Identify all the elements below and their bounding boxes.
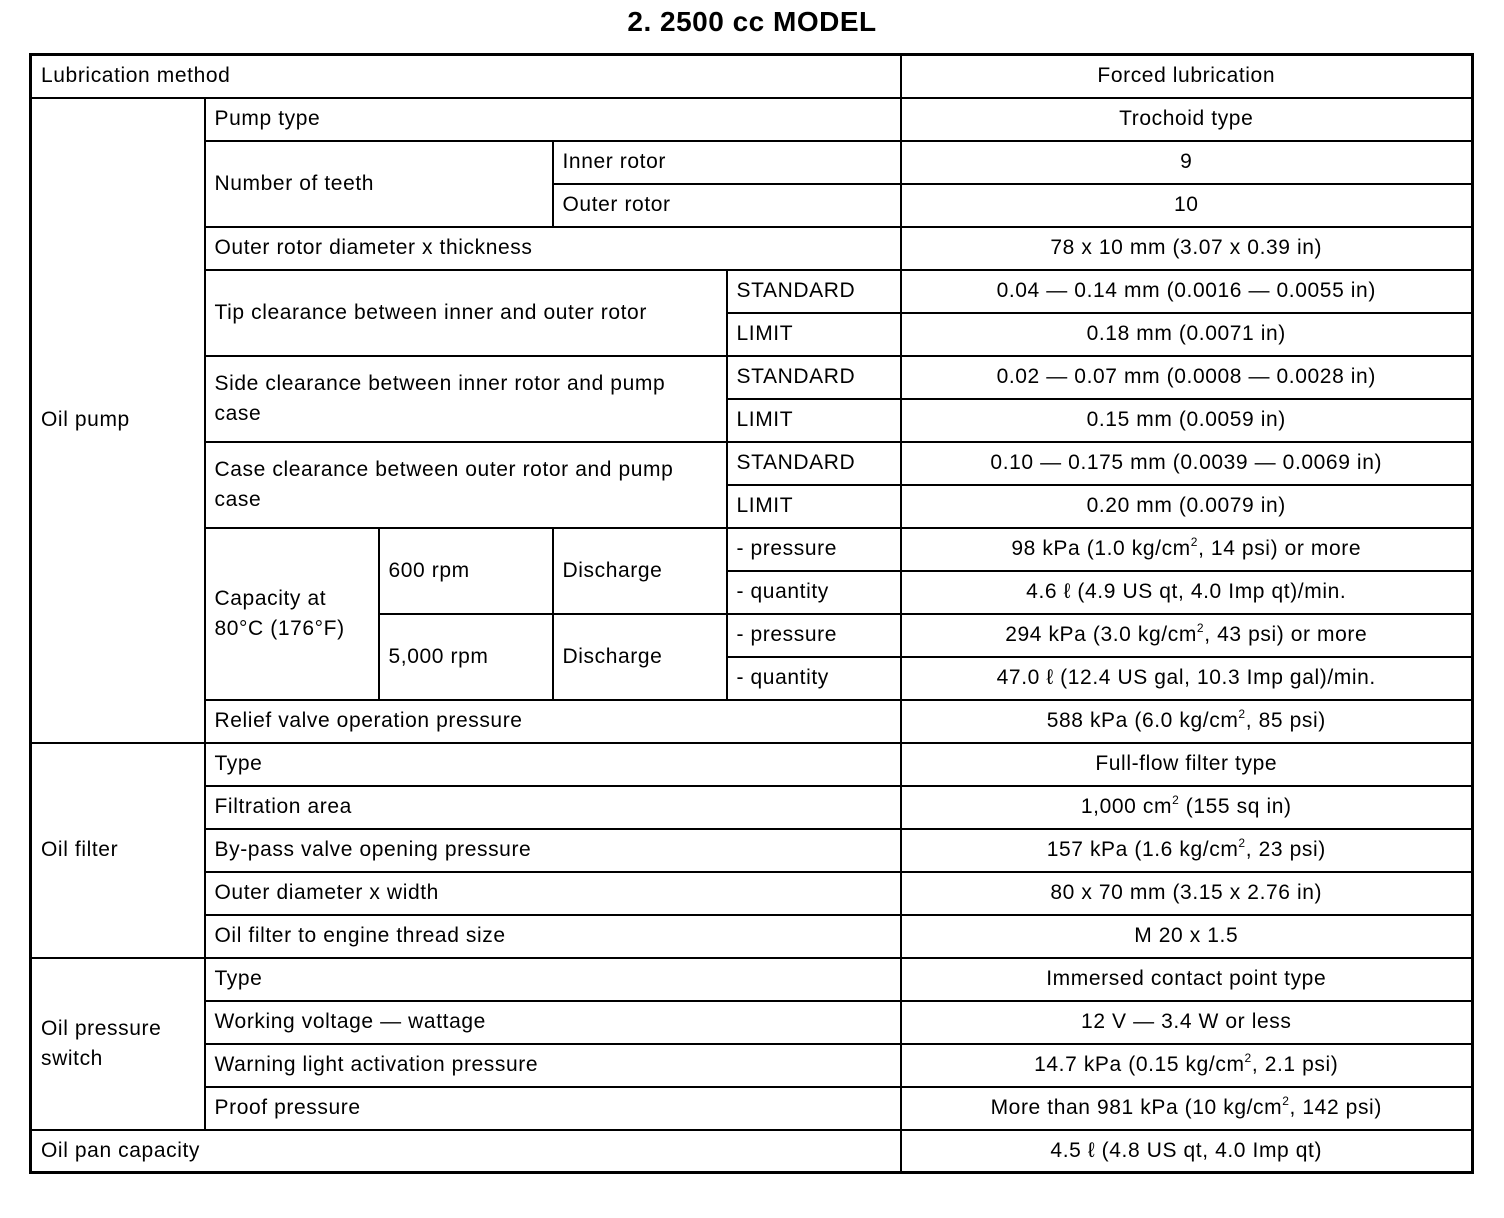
lubrication-method-label: Lubrication method bbox=[31, 55, 901, 98]
outer-rotor-dim-value: 78 x 10 mm (3.07 x 0.39 in) bbox=[901, 227, 1473, 270]
pump-type-value: Trochoid type bbox=[901, 98, 1473, 141]
table-row bbox=[31, 98, 1473, 141]
rpm-600-pressure-value: 98 kPa (1.0 $kg/cm^2$, 14 psi) or more bbox=[901, 528, 1473, 571]
oil-pan-capacity-value: 4.5 ℓ (4.8 US qt, 4.0 Imp qt) bbox=[901, 1130, 1473, 1173]
switch-type-value: Immersed contact point type bbox=[901, 958, 1473, 1001]
rpm-600-discharge-label: Discharge bbox=[553, 528, 727, 614]
proof-pressure-label: Proof pressure bbox=[205, 1087, 901, 1130]
number-of-teeth-label: Number of teeth bbox=[205, 141, 553, 227]
oil-pump-section-label: Oil pump bbox=[31, 98, 205, 743]
rpm-5000-pressure-value: 294 kPa (3.0 $kg/cm^2$, 43 psi) or more bbox=[901, 614, 1473, 657]
thread-size-value: M 20 x 1.5 bbox=[901, 915, 1473, 958]
table-row bbox=[31, 270, 1473, 313]
proof-pressure-value: More than 981 kPa (10 $kg/cm^2$, 142 psi) bbox=[901, 1087, 1473, 1130]
side-clearance-standard-value: 0.02 — 0.07 mm (0.0008 — 0.0028 in) bbox=[901, 356, 1473, 399]
tip-clearance-label: Tip clearance between inner and outer rotor bbox=[205, 270, 727, 356]
side-clearance-limit-value: 0.15 mm (0.0059 in) bbox=[901, 399, 1473, 442]
outer-rotor-label: Outer rotor bbox=[553, 184, 901, 227]
filtration-area-label: Filtration area bbox=[205, 786, 901, 829]
oil-filter-section-label: Oil filter bbox=[31, 743, 205, 958]
rpm-600-quantity-label: - quantity bbox=[727, 571, 901, 614]
filter-outer-diameter-value: 80 x 70 mm (3.15 x 2.76 in) bbox=[901, 872, 1473, 915]
table-row bbox=[31, 442, 1473, 485]
outer-rotor-value: 10 bbox=[901, 184, 1473, 227]
inner-rotor-label: Inner rotor bbox=[553, 141, 901, 184]
table-row bbox=[31, 915, 1473, 958]
pump-type-label: Pump type bbox=[205, 98, 901, 141]
lubrication-method-value: Forced lubrication bbox=[901, 55, 1473, 98]
case-clearance-standard-label: STANDARD bbox=[727, 442, 901, 485]
lubrication-spec-table bbox=[29, 53, 1474, 1174]
rpm-5000-discharge-label: Discharge bbox=[553, 614, 727, 700]
rpm-600-pressure-label: - pressure bbox=[727, 528, 901, 571]
table-row bbox=[31, 1001, 1473, 1044]
filtration-area-value: 1,000 $cm^2$ (155 sq in) bbox=[901, 786, 1473, 829]
side-clearance-label: Side clearance between inner rotor and pump case bbox=[205, 356, 727, 442]
warning-light-label: Warning light activation pressure bbox=[205, 1044, 901, 1087]
table-row bbox=[31, 528, 1473, 571]
page-title: 2. 2500 cc MODEL bbox=[627, 6, 877, 37]
table-row bbox=[31, 958, 1473, 1001]
oil-pressure-switch-section-label: Oil pressure switch bbox=[31, 958, 205, 1130]
filter-outer-diameter-label: Outer diameter x width bbox=[205, 872, 901, 915]
side-clearance-limit-label: LIMIT bbox=[727, 399, 901, 442]
case-clearance-limit-value: 0.20 mm (0.0079 in) bbox=[901, 485, 1473, 528]
table-row bbox=[31, 227, 1473, 270]
switch-type-label: Type bbox=[205, 958, 901, 1001]
table-row bbox=[31, 1130, 1473, 1173]
filter-type-label: Type bbox=[205, 743, 901, 786]
warning-light-value: 14.7 kPa (0.15 $kg/cm^2$, 2.1 psi) bbox=[901, 1044, 1473, 1087]
table-row bbox=[31, 1044, 1473, 1087]
case-clearance-standard-value: 0.10 — 0.175 mm (0.0039 — 0.0069 in) bbox=[901, 442, 1473, 485]
tip-clearance-limit-value: 0.18 mm (0.0071 in) bbox=[901, 313, 1473, 356]
rpm-5000-quantity-label: - quantity bbox=[727, 657, 901, 700]
working-voltage-value: 12 V — 3.4 W or less bbox=[901, 1001, 1473, 1044]
table-row bbox=[31, 829, 1473, 872]
tip-clearance-standard-value: 0.04 — 0.14 mm (0.0016 — 0.0055 in) bbox=[901, 270, 1473, 313]
case-clearance-label: Case clearance between outer rotor and pump case bbox=[205, 442, 727, 528]
case-clearance-limit-label: LIMIT bbox=[727, 485, 901, 528]
table-row bbox=[31, 872, 1473, 915]
table-row bbox=[31, 1087, 1473, 1130]
bypass-valve-value: 157 kPa (1.6 $kg/cm^2$, 23 psi) bbox=[901, 829, 1473, 872]
inner-rotor-value: 9 bbox=[901, 141, 1473, 184]
bypass-valve-label: By-pass valve opening pressure bbox=[205, 829, 901, 872]
oil-pan-capacity-label: Oil pan capacity bbox=[31, 1130, 901, 1173]
rpm-5000-quantity-value: 47.0 ℓ (12.4 US gal, 10.3 Imp gal)/min. bbox=[901, 657, 1473, 700]
relief-valve-value: 588 kPa (6.0 $kg/cm^2$, 85 psi) bbox=[901, 700, 1473, 743]
outer-rotor-dim-label: Outer rotor diameter x thickness bbox=[205, 227, 901, 270]
tip-clearance-standard-label: STANDARD bbox=[727, 270, 901, 313]
table-row bbox=[31, 700, 1473, 743]
relief-valve-label: Relief valve operation pressure bbox=[205, 700, 901, 743]
rpm-600-label: 600 rpm bbox=[379, 528, 553, 614]
table-row bbox=[31, 743, 1473, 786]
table-row bbox=[31, 786, 1473, 829]
thread-size-label: Oil filter to engine thread size bbox=[205, 915, 901, 958]
table-row bbox=[31, 141, 1473, 184]
table-row bbox=[31, 55, 1473, 98]
table-row bbox=[31, 356, 1473, 399]
capacity-label: Capacity at 80°C (176°F) bbox=[205, 528, 379, 700]
rpm-600-quantity-value: 4.6 ℓ (4.9 US qt, 4.0 Imp qt)/min. bbox=[901, 571, 1473, 614]
rpm-5000-pressure-label: - pressure bbox=[727, 614, 901, 657]
rpm-5000-label: 5,000 rpm bbox=[379, 614, 553, 700]
side-clearance-standard-label: STANDARD bbox=[727, 356, 901, 399]
working-voltage-label: Working voltage — wattage bbox=[205, 1001, 901, 1044]
tip-clearance-limit-label: LIMIT bbox=[727, 313, 901, 356]
filter-type-value: Full-flow filter type bbox=[901, 743, 1473, 786]
